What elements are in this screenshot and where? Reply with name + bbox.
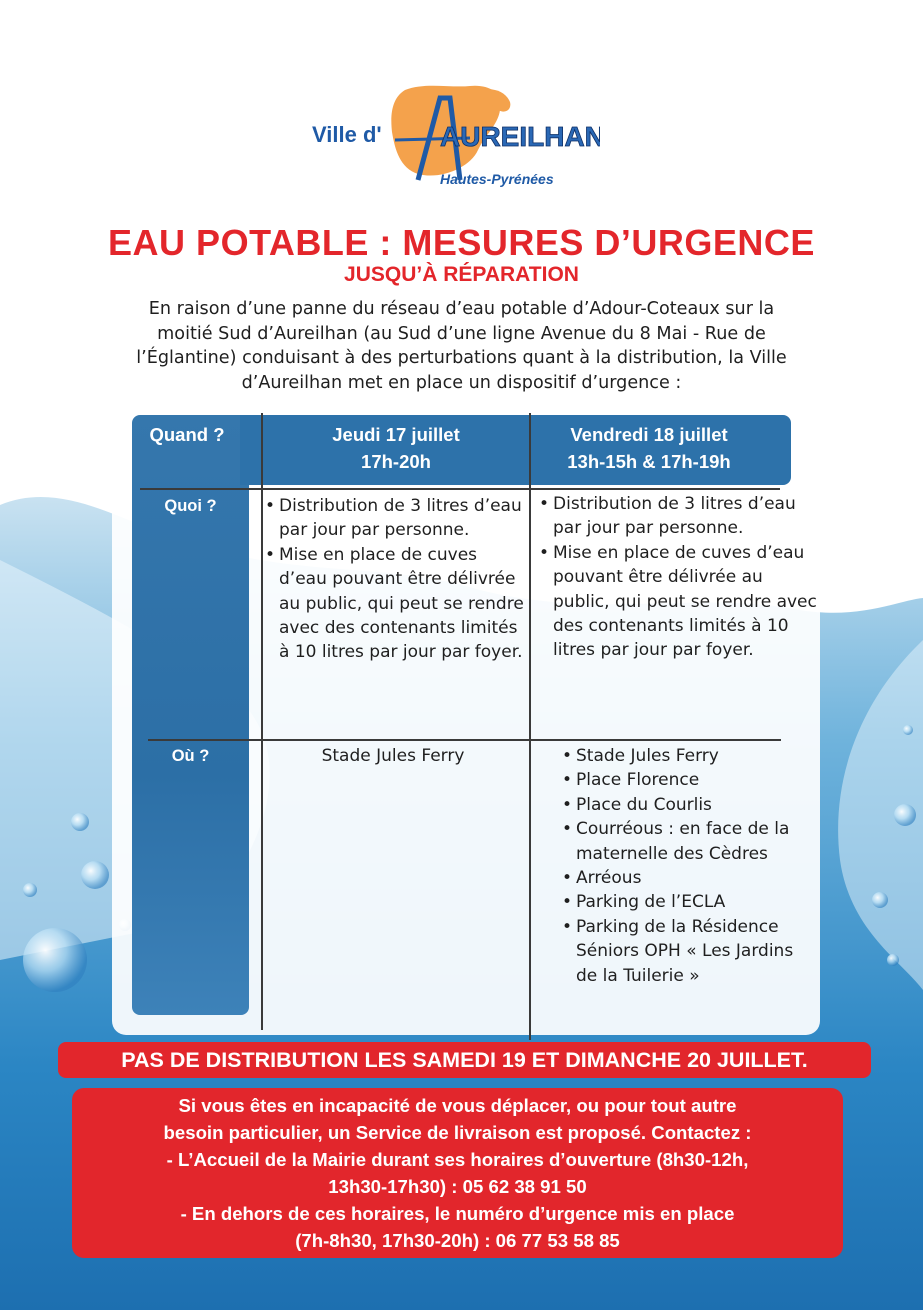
quoi-col2-cell	[537, 492, 817, 663]
contact-line: Si vous êtes en incapacité de vous déplacer, ou pour tout autre	[178, 1095, 737, 1116]
logo-graphic	[300, 80, 600, 195]
city-logo	[300, 80, 600, 195]
col2-day: Vendredi 18 juillet	[570, 424, 728, 445]
list-item: • Distribution de 3 litres d’eau par jour par personne.	[537, 492, 817, 541]
col2-hours: 13h-15h & 17h-19h	[567, 451, 731, 472]
ou-col1-cell: Stade Jules Ferry	[321, 746, 465, 766]
col1-hours: 17h-20h	[361, 451, 431, 472]
list-item: • Arréous	[560, 866, 815, 890]
contact-line: - L’Accueil de la Mairie durant ses horaires d’ouverture (8h30-12h,	[166, 1149, 749, 1170]
quoi-col1-cell	[263, 494, 525, 665]
intro-line: En raison d’une panne du réseau d’eau potable d’Adour-Coteaux sur la	[148, 299, 775, 319]
list-item: • Parking de la Résidence Séniors OPH « Les Jardins de la Tuilerie »	[560, 915, 815, 988]
page-subtitle: JUSQU’À RÉPARATION	[344, 263, 579, 286]
contact-box	[72, 1088, 843, 1258]
quoi-col2-list	[537, 492, 817, 663]
table-divider	[140, 488, 780, 490]
page-title: EAU POTABLE : MESURES D’URGENCE	[108, 222, 815, 263]
ou-col2-cell	[560, 744, 815, 988]
intro-line: d’Aureilhan met en place un dispositif d’urgence :	[241, 372, 682, 393]
no-distribution-banner: PAS DE DISTRIBUTION LES SAMEDI 19 ET DIMANCHE 20 JUILLET.	[58, 1042, 871, 1078]
ou-col2-list	[560, 744, 815, 988]
quand-label: Quand ?	[149, 424, 225, 445]
list-item: • Distribution de 3 litres d’eau par jour par personne.	[263, 494, 525, 543]
contact-line: (7h-8h30, 17h30-20h) : 06 77 53 58 85	[295, 1230, 620, 1251]
list-item: • Place du Courlis	[560, 793, 815, 817]
contact-line: besoin particulier, un Service de livraison est proposé. Contactez :	[163, 1122, 752, 1143]
col1-day: Jeudi 17 juillet	[332, 424, 460, 445]
table-divider	[148, 739, 781, 741]
quoi-label: Quoi ?	[164, 497, 217, 515]
col1-header	[262, 421, 530, 475]
ou-label: Où ?	[171, 747, 210, 765]
col2-header	[530, 421, 768, 475]
svg-text:Ville d': Ville d'	[312, 122, 382, 147]
table-divider	[529, 413, 531, 1040]
list-item: • Parking de l’ECLA	[560, 890, 815, 914]
intro-line: l’Églantine) conduisant à des perturbations quant à la distribution, la Ville	[136, 348, 787, 368]
svg-text:Hautes-Pyrénées: Hautes-Pyrénées	[440, 171, 554, 187]
list-item: • Stade Jules Ferry	[560, 744, 815, 768]
list-item: • Courréous : en face de la maternelle des Cèdres	[560, 817, 815, 866]
svg-text:AUREILHAN: AUREILHAN	[440, 121, 600, 152]
list-item: • Mise en place de cuves d’eau pouvant être délivrée au public, qui peut se rendre avec des contenants limités à 10 litres par jour par foyer.	[537, 541, 817, 663]
intro-line: moitié Sud d’Aureilhan (au Sud d’une ligne Avenue du 8 Mai - Rue de	[157, 323, 766, 344]
list-item: • Mise en place de cuves d’eau pouvant être délivrée au public, qui peut se rendre avec des contenants limités à 10 litres par jour par foyer.	[263, 543, 525, 665]
intro-paragraph	[70, 297, 853, 395]
contact-line: 13h30-17h30) : 05 62 38 91 50	[328, 1176, 587, 1197]
quoi-col1-list	[263, 494, 525, 665]
contact-line: - En dehors de ces horaires, le numéro d’urgence mis en place	[180, 1203, 735, 1224]
list-item: • Place Florence	[560, 768, 815, 792]
